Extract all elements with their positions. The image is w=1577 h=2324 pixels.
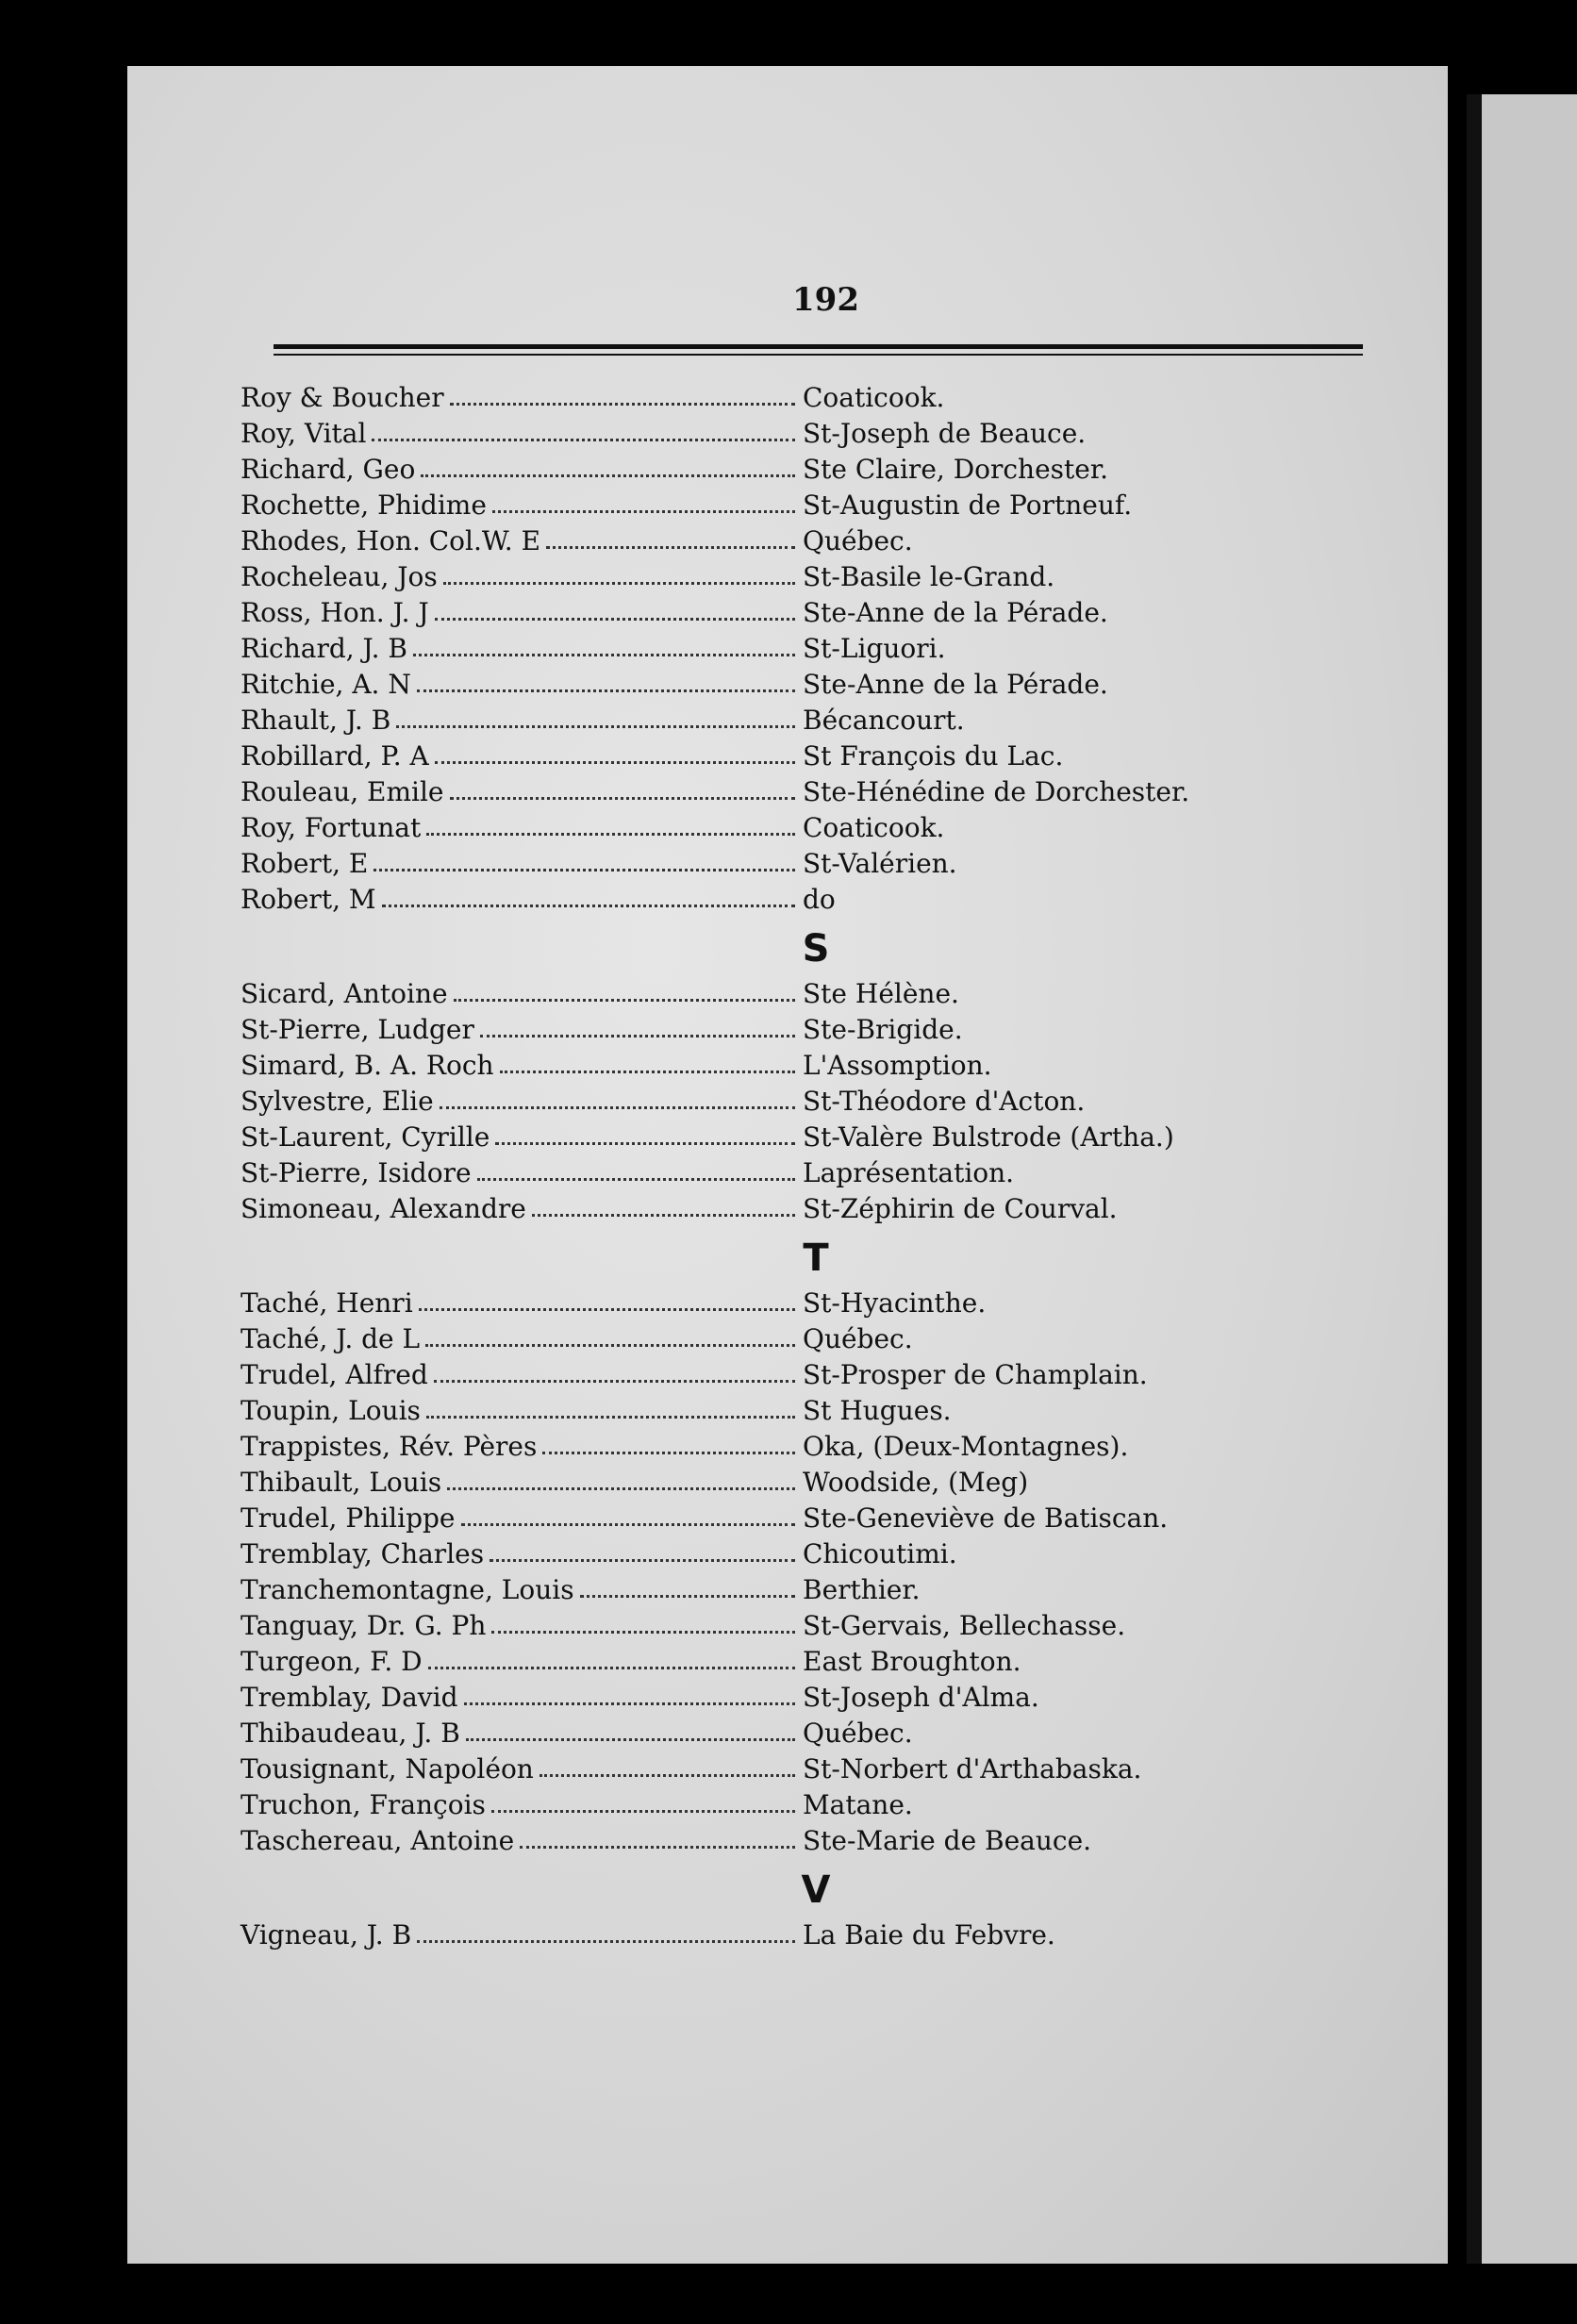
book-spine — [1467, 94, 1482, 2264]
entry-name: Toupin, Louis — [241, 1395, 421, 1426]
dot-leader — [500, 1071, 795, 1073]
dot-leader — [413, 654, 795, 656]
dot-leader — [374, 869, 795, 872]
entry-place: Laprésentation. — [803, 1157, 1015, 1188]
directory-entry — [241, 1086, 1231, 1121]
dot-leader — [464, 1702, 796, 1705]
entry-name: Thibault, Louis — [241, 1467, 442, 1498]
entry-place: St François du Lac. — [803, 740, 1064, 772]
directory-entry — [241, 382, 1231, 418]
entry-place: Chicoutimi. — [803, 1538, 957, 1569]
entry-place: St-Théodore d'Acton. — [803, 1086, 1086, 1117]
directory-list — [241, 382, 1231, 1955]
directory-entry — [241, 1323, 1231, 1359]
dot-leader — [580, 1595, 795, 1598]
entry-name: Rouleau, Emile — [241, 776, 444, 807]
entry-name: Richard, Geo — [241, 454, 416, 485]
dot-leader — [396, 725, 795, 728]
entry-place: Matane. — [803, 1789, 913, 1820]
entry-name: Trudel, Philippe — [241, 1502, 456, 1534]
directory-entry — [241, 776, 1231, 812]
entry-place: East Broughton. — [803, 1646, 1021, 1677]
entry-name: Simoneau, Alexandre — [241, 1193, 526, 1224]
entry-place: St-Liguori. — [803, 633, 946, 664]
entry-name: Rhault, J. B — [241, 705, 391, 736]
directory-entry — [241, 812, 1231, 848]
entry-name: Tremblay, David — [241, 1682, 458, 1713]
entry-place: Ste-Anne de la Pérade. — [803, 597, 1108, 628]
entry-name: Sicard, Antoine — [241, 978, 448, 1009]
directory-entry — [241, 1431, 1231, 1467]
entry-name: Robert, E — [241, 848, 369, 879]
directory-entry — [241, 1395, 1231, 1431]
dot-leader — [542, 1452, 795, 1454]
entry-place: Woodside, (Meg) — [803, 1467, 1029, 1498]
entry-name: Thibaudeau, J. B — [241, 1718, 460, 1749]
dot-leader — [454, 999, 795, 1002]
directory-entry — [241, 740, 1231, 776]
entry-place: St-Prosper de Champlain. — [803, 1359, 1148, 1390]
entry-name: St-Pierre, Ludger — [241, 1014, 474, 1045]
entry-name: Roy, Vital — [241, 418, 367, 449]
directory-entry — [241, 1610, 1231, 1646]
directory-entry — [241, 1050, 1231, 1086]
entry-name: Rhodes, Hon. Col.W. E — [241, 525, 541, 556]
entry-name: Roy, Fortunat — [241, 812, 422, 843]
entry-name: Truchon, François — [241, 1789, 486, 1820]
entry-name: Trudel, Alfred — [241, 1359, 428, 1390]
entry-place: Ste Hélène. — [803, 978, 959, 1009]
dot-leader — [425, 1344, 795, 1347]
entry-place: St-Norbert d'Arthabaska. — [803, 1753, 1142, 1784]
entry-place: Ste-Brigide. — [803, 1014, 963, 1045]
dot-leader — [491, 1631, 795, 1634]
entry-place: Ste-Hénédine de Dorchester. — [803, 776, 1190, 807]
dot-leader — [520, 1846, 795, 1849]
header-rule-thick — [274, 344, 1363, 349]
directory-entry — [241, 884, 1231, 920]
entry-name: Vigneau, J. B — [241, 1919, 412, 1950]
entry-place: Coaticook. — [803, 382, 945, 413]
entry-place: Ste-Anne de la Pérade. — [803, 669, 1108, 700]
directory-entry — [241, 1718, 1231, 1753]
entry-place: Québec. — [803, 525, 913, 556]
directory-entry — [241, 1502, 1231, 1538]
entry-place: Québec. — [803, 1323, 913, 1354]
entry-name: Tanguay, Dr. G. Ph — [241, 1610, 487, 1641]
dot-leader — [426, 833, 795, 836]
directory-entry — [241, 1646, 1231, 1682]
entry-name: St-Pierre, Isidore — [241, 1157, 472, 1188]
directory-entry — [241, 1682, 1231, 1718]
dot-leader — [461, 1523, 796, 1526]
directory-entry — [241, 1157, 1231, 1193]
dot-leader — [477, 1178, 795, 1181]
dot-leader — [546, 546, 795, 549]
entry-name: Turgeon, F. D — [241, 1646, 423, 1677]
entry-place: St-Augustin de Portneuf. — [803, 490, 1133, 521]
dot-leader — [417, 1940, 795, 1943]
section-letter-t: T — [803, 1237, 829, 1280]
entry-name: Simard, B. A. Roch — [241, 1050, 494, 1081]
directory-entry — [241, 1287, 1231, 1323]
dot-leader — [443, 582, 795, 585]
directory-entry — [241, 597, 1231, 633]
entry-place: St-Valère Bulstrode (Artha.) — [803, 1121, 1174, 1153]
entry-place: St Hugues. — [803, 1395, 952, 1426]
directory-entry — [241, 669, 1231, 705]
entry-place: Ste-Geneviève de Batiscan. — [803, 1502, 1169, 1534]
dot-leader — [426, 1416, 795, 1419]
entry-place: Bécancourt. — [803, 705, 965, 736]
entry-name: Tousignant, Napoléon — [241, 1753, 534, 1784]
directory-entry — [241, 490, 1231, 525]
entry-place: Ste Claire, Dorchester. — [803, 454, 1109, 485]
dot-leader — [435, 761, 795, 764]
entry-name: Trappistes, Rév. Pères — [241, 1431, 538, 1462]
dot-leader — [491, 1810, 795, 1813]
entry-name: Taschereau, Antoine — [241, 1825, 515, 1856]
directory-entry — [241, 1789, 1231, 1825]
dot-leader — [435, 618, 795, 621]
entry-place: Coaticook. — [803, 812, 945, 843]
dot-leader — [434, 1380, 795, 1383]
entry-name: Roy & Boucher — [241, 382, 444, 413]
dot-leader — [480, 1035, 795, 1038]
entry-name: Rocheleau, Jos — [241, 561, 438, 592]
directory-entry — [241, 418, 1231, 454]
directory-entry — [241, 1919, 1231, 1955]
dot-leader — [490, 1559, 795, 1562]
directory-entry — [241, 1538, 1231, 1574]
entry-place: St-Gervais, Bellechasse. — [803, 1610, 1126, 1641]
entry-name: Ritchie, A. N — [241, 669, 411, 700]
directory-entry — [241, 1574, 1231, 1610]
directory-entry — [241, 1121, 1231, 1157]
dot-leader — [428, 1667, 795, 1669]
directory-entry — [241, 561, 1231, 597]
entry-name: Robillard, P. A — [241, 740, 429, 772]
dot-leader — [382, 905, 795, 907]
directory-entry — [241, 705, 1231, 740]
entry-place: St-Basile le-Grand. — [803, 561, 1055, 592]
dot-leader — [447, 1487, 795, 1490]
dot-leader — [419, 1308, 795, 1311]
entry-name: Sylvestre, Elie — [241, 1086, 434, 1117]
header-rule-thin — [274, 354, 1363, 356]
dot-leader — [417, 689, 795, 692]
directory-entry — [241, 1753, 1231, 1789]
dot-leader — [532, 1214, 795, 1217]
section-letter-v: V — [801, 1868, 831, 1912]
directory-entry — [241, 1014, 1231, 1050]
entry-place: Québec. — [803, 1718, 913, 1749]
entry-name: St-Laurent, Cyrille — [241, 1121, 490, 1153]
dot-leader — [450, 403, 795, 406]
dot-leader — [372, 439, 795, 441]
entry-place: do — [803, 884, 836, 915]
page-number: 192 — [792, 281, 859, 319]
directory-entry — [241, 978, 1231, 1014]
dot-leader — [492, 510, 795, 513]
entry-place: Oka, (Deux-Montagnes). — [803, 1431, 1129, 1462]
entry-place: St-Valérien. — [803, 848, 957, 879]
entry-place: Berthier. — [803, 1574, 921, 1605]
directory-entry — [241, 454, 1231, 490]
entry-name: Tranchemontagne, Louis — [241, 1574, 574, 1605]
dot-leader — [466, 1738, 795, 1741]
entry-name: Rochette, Phidime — [241, 490, 487, 521]
directory-entry — [241, 848, 1231, 884]
entry-name: Tremblay, Charles — [241, 1538, 485, 1569]
directory-entry — [241, 1467, 1231, 1502]
directory-entry — [241, 1359, 1231, 1395]
dot-leader — [421, 474, 795, 477]
entry-name: Ross, Hon. J. J — [241, 597, 429, 628]
entry-name: Richard, J. B — [241, 633, 407, 664]
facing-page-edge — [1482, 94, 1577, 2264]
entry-name: Robert, M — [241, 884, 376, 915]
entry-place: St-Hyacinthe. — [803, 1287, 987, 1319]
entry-place: Ste-Marie de Beauce. — [803, 1825, 1092, 1856]
dot-leader — [495, 1142, 795, 1145]
entry-name: Taché, Henri — [241, 1287, 413, 1319]
entry-place: St-Joseph de Beauce. — [803, 418, 1087, 449]
dot-leader — [450, 797, 796, 800]
section-letter-s: S — [802, 927, 830, 971]
directory-entry — [241, 1193, 1231, 1229]
dot-leader — [440, 1106, 795, 1109]
entry-place: La Baie du Febvre. — [803, 1919, 1055, 1950]
entry-place: St-Zéphirin de Courval. — [803, 1193, 1118, 1224]
directory-entry — [241, 633, 1231, 669]
entry-name: Taché, J. de L — [241, 1323, 421, 1354]
directory-entry — [241, 1825, 1231, 1861]
entry-place: L'Assomption. — [803, 1050, 992, 1081]
dot-leader — [540, 1774, 795, 1777]
entry-place: St-Joseph d'Alma. — [803, 1682, 1039, 1713]
directory-entry — [241, 525, 1231, 561]
